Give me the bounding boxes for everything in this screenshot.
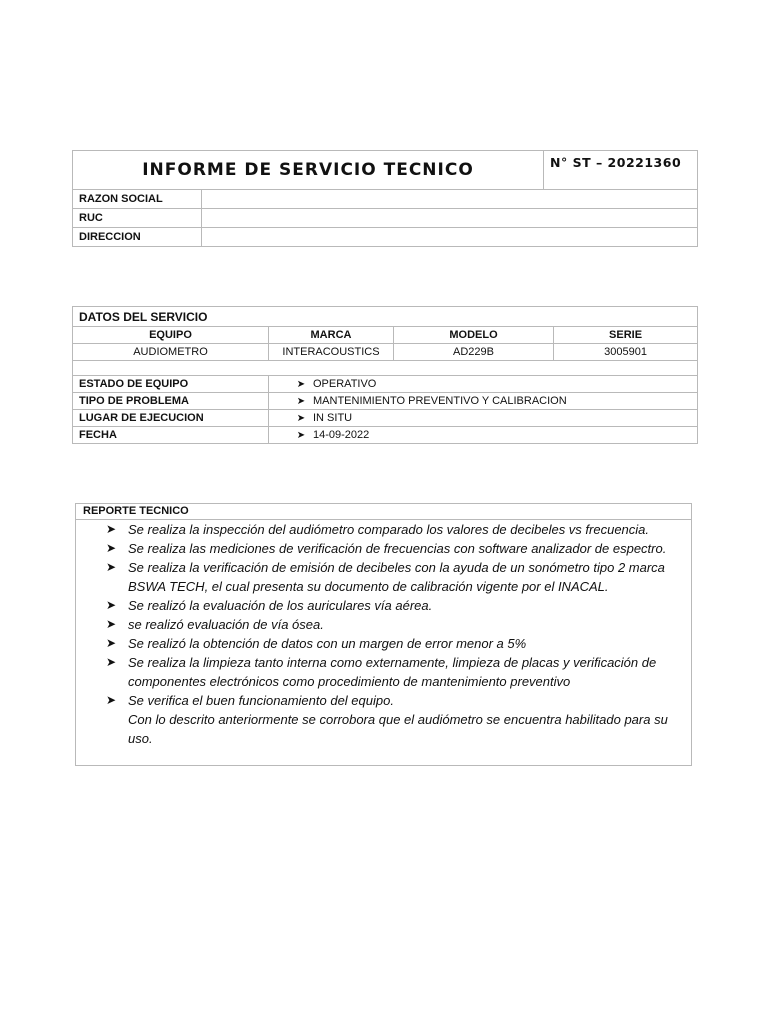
ruc-label: RUC bbox=[73, 209, 202, 228]
column-header-marca: MARCA bbox=[269, 327, 394, 344]
tipo-problema-value: MANTENIMIENTO PREVENTIVO Y CALIBRACION bbox=[313, 395, 567, 407]
column-header-modelo: MODELO bbox=[394, 327, 554, 344]
report-item-text: Se realiza las mediciones de verificación de frecuencias con software analizador de espectro. bbox=[128, 541, 667, 556]
column-header-equipo: EQUIPO bbox=[73, 327, 269, 344]
razon-social-value bbox=[202, 190, 698, 209]
ruc-value bbox=[202, 209, 698, 228]
header-table bbox=[72, 150, 698, 247]
report-item-text: Se realizó la evaluación de los auriculares vía aérea. bbox=[128, 598, 433, 613]
equipo-value: AUDIOMETRO bbox=[73, 344, 269, 361]
arrow-bullet-icon: ➤ bbox=[106, 655, 117, 669]
list-item bbox=[106, 691, 691, 710]
tipo-problema-label: TIPO DE PROBLEMA bbox=[73, 393, 269, 410]
fecha-value: 14-09-2022 bbox=[313, 429, 370, 441]
arrow-bullet-icon: ➤ bbox=[296, 379, 306, 390]
report-conclusion: Con lo descrito anteriormente se corrobora que el audiómetro se encuentra habilitado para su uso. bbox=[128, 712, 668, 746]
spacer-row bbox=[73, 361, 698, 376]
arrow-bullet-icon: ➤ bbox=[106, 522, 117, 536]
report-item-text: Se realiza la verificación de emisión de decibeles con la ayuda de un sonómetro tipo 2 marca BSWA TECH, el cual presenta su documento de calibración vigente por el INACAL. bbox=[128, 560, 665, 594]
report-number: N° ST – 20221360 bbox=[544, 151, 698, 190]
report-item-text: Se realizó la obtención de datos con un margen de error menor a 5% bbox=[128, 636, 527, 651]
estado-value-cell bbox=[269, 376, 698, 393]
arrow-bullet-icon: ➤ bbox=[106, 598, 117, 612]
arrow-bullet-icon: ➤ bbox=[106, 560, 117, 574]
lugar-label: LUGAR DE EJECUCION bbox=[73, 410, 269, 427]
arrow-bullet-icon: ➤ bbox=[296, 396, 306, 407]
arrow-bullet-icon: ➤ bbox=[106, 636, 117, 650]
arrow-bullet-icon: ➤ bbox=[296, 430, 306, 441]
arrow-bullet-icon: ➤ bbox=[106, 693, 117, 707]
detail-row bbox=[73, 410, 698, 427]
razon-social-label: RAZON SOCIAL bbox=[73, 190, 202, 209]
report-item-text: Se realiza la inspección del audiómetro comparado los valores de decibeles vs frecuencia. bbox=[128, 522, 650, 537]
detail-row bbox=[73, 427, 698, 444]
marca-value: INTERACOUSTICS bbox=[269, 344, 394, 361]
table-row bbox=[73, 344, 698, 361]
lugar-value-cell bbox=[269, 410, 698, 427]
arrow-bullet-icon: ➤ bbox=[296, 413, 306, 424]
direccion-label: DIRECCION bbox=[73, 228, 202, 247]
list-item bbox=[106, 520, 691, 539]
detail-row bbox=[73, 376, 698, 393]
modelo-value: AD229B bbox=[394, 344, 554, 361]
tipo-problema-value-cell bbox=[269, 393, 698, 410]
estado-value: OPERATIVO bbox=[313, 378, 377, 390]
report-item-text: Se realiza la limpieza tanto interna como externamente, limpieza de placas y verificación de componentes electrónicos como procedimiento de mantenimiento preventivo bbox=[128, 655, 657, 689]
serie-value: 3005901 bbox=[554, 344, 698, 361]
arrow-bullet-icon: ➤ bbox=[106, 541, 117, 555]
direccion-value bbox=[202, 228, 698, 247]
list-item bbox=[106, 539, 691, 558]
report-title: INFORME DE SERVICIO TECNICO bbox=[73, 151, 544, 190]
report-item-text: Se verifica el buen funcionamiento del equipo. bbox=[128, 693, 394, 708]
report-section-title: REPORTE TECNICO bbox=[76, 504, 691, 520]
fecha-label: FECHA bbox=[73, 427, 269, 444]
detail-row bbox=[73, 393, 698, 410]
list-item bbox=[106, 558, 691, 596]
list-item bbox=[106, 653, 691, 691]
fecha-value-cell bbox=[269, 427, 698, 444]
technical-report-box bbox=[75, 503, 692, 766]
list-item bbox=[106, 615, 691, 634]
column-header-serie: SERIE bbox=[554, 327, 698, 344]
service-section-title: DATOS DEL SERVICIO bbox=[73, 307, 698, 327]
arrow-bullet-icon: ➤ bbox=[106, 617, 117, 631]
service-data-table bbox=[72, 306, 698, 444]
list-item bbox=[106, 634, 691, 653]
lugar-value: IN SITU bbox=[313, 412, 353, 424]
report-item-text: se realizó evaluación de vía ósea. bbox=[128, 617, 324, 632]
list-item bbox=[106, 596, 691, 615]
estado-label: ESTADO DE EQUIPO bbox=[73, 376, 269, 393]
report-item-list bbox=[76, 520, 691, 710]
